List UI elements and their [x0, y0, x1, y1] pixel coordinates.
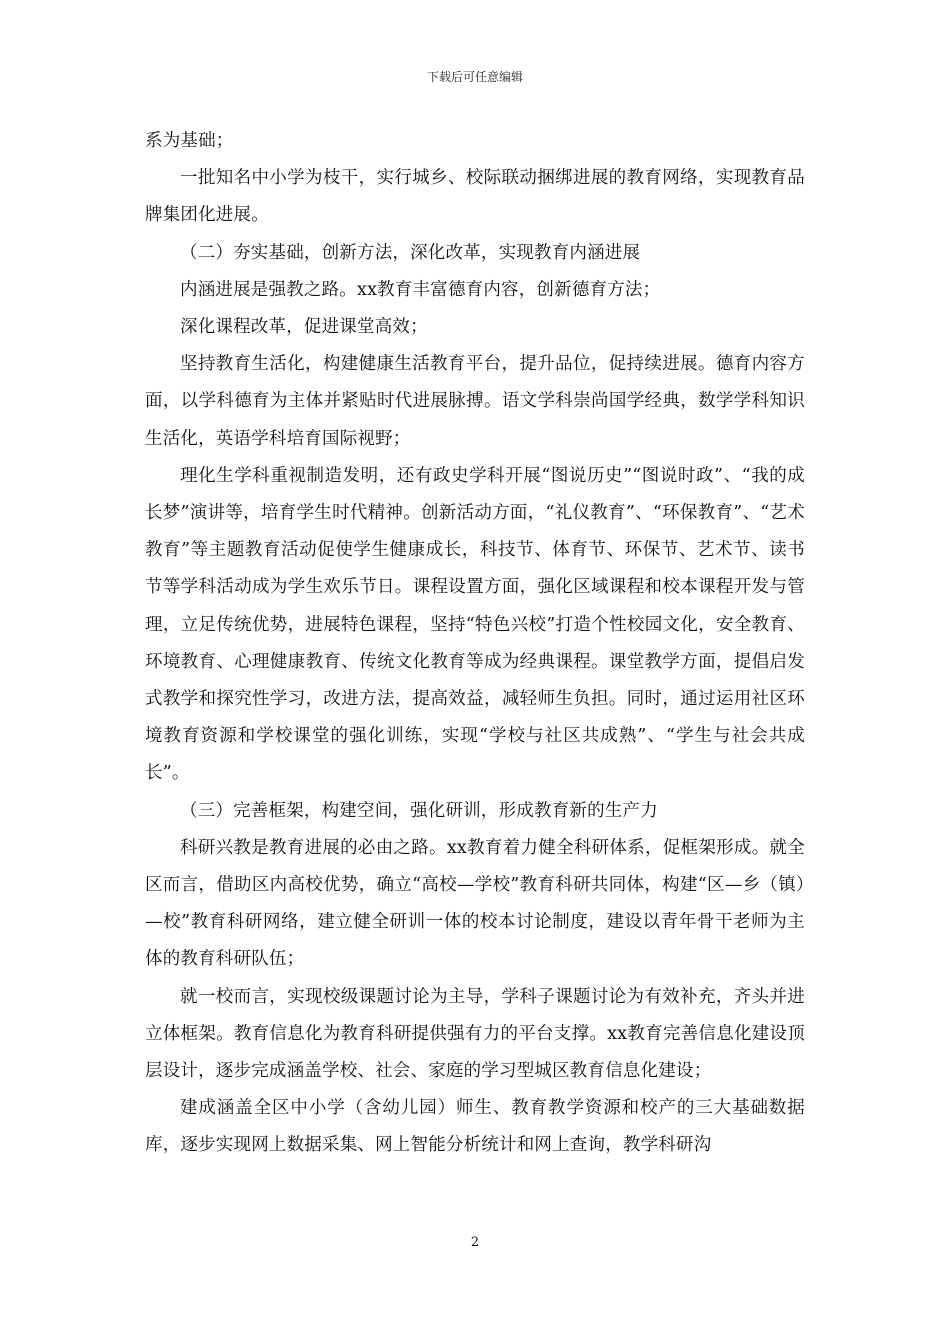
- paragraph: 就一校而言，实现校级课题讨论为主导，学科子课题讨论为有效补充，齐头并进立体框架。教育信息化为教育科研提供强有力的平台支撑。xx教育完善信息化建设顶层设计，逐步完成涵盖学校、社会、家庭的学习型城区教育信息化建设；: [145, 986, 805, 1082]
- document-body: [145, 123, 805, 1165]
- paragraph: 内涵进展是强教之路。xx教育丰富德育内容，创新德育方法；: [180, 279, 661, 300]
- page-number: 2: [470, 1235, 480, 1250]
- paragraph: 科研兴教是教育进展的必由之路。xx教育着力健全科研体系，促框架形成。就全区而言，借助区内高校优势，确立“高校—学校”教育科研共同体，构建“区—乡（镇）—校”教育科研网络，建立健全研训一体的校本讨论制度，建设以青年骨干老师为主体的教育科研队伍；: [145, 837, 805, 970]
- paragraph: 建成涵盖全区中小学（含幼儿园）师生、教育教学资源和校产的三大基础数据库，逐步实现网上数据采集、网上智能分析统计和网上查询，教学科研沟: [145, 1098, 805, 1156]
- paragraph: 深化课程改革，促进课堂高效；: [180, 317, 428, 338]
- paragraph: 系为基础；: [145, 131, 234, 151]
- paragraph: 理化生学科重视制造发明，还有政史学科开展“图说历史”“图说时政”、“我的成长梦”演讲等，培育学生时代精神。创新活动方面，“礼仪教育”、“环保教育”、“艺术教育”等主题教育活动促使学生健康成长，科技节、体育节、环保节、艺术节、读书节等学科活动成为学生欢乐节日。课程设置方面，强化区域课程和校本课程开发与管理，立足传统优势，进展特色课程，坚持“特色兴校”打造个性校园文化，安全教育、环境教育、心理健康教育、传统文化教育等成为经典课程。课堂教学方面，提倡启发式教学和探究性学习，改进方法，提高效益，减轻师生负担。同时，通过运用社区环境教育资源和学校课堂的强化训练，实现“学校与社区共成熟”、“学生与社会共成长”。: [145, 465, 805, 784]
- paragraph: 一批知名中小学为枝干，实行城乡、校际联动捆绑进展的教育网络，实现教育品牌集团化进展。: [145, 168, 805, 226]
- page-header: 下载后可任意编辑: [426, 70, 523, 84]
- section-heading: （三）完善框架，构建空间，强化研训，形成教育新的生产力: [180, 800, 658, 821]
- section-heading: （二）夯实基础，创新方法，深化改革，实现教育内涵进展: [180, 242, 641, 263]
- paragraph: 坚持教育生活化，构建健康生活教育平台，提升品位，促持续进展。德育内容方面，以学科德育为主体并紧贴时代进展脉搏。语文学科崇尚国学经典，数学学科知识生活化，英语学科培育国际视野；: [145, 354, 805, 449]
